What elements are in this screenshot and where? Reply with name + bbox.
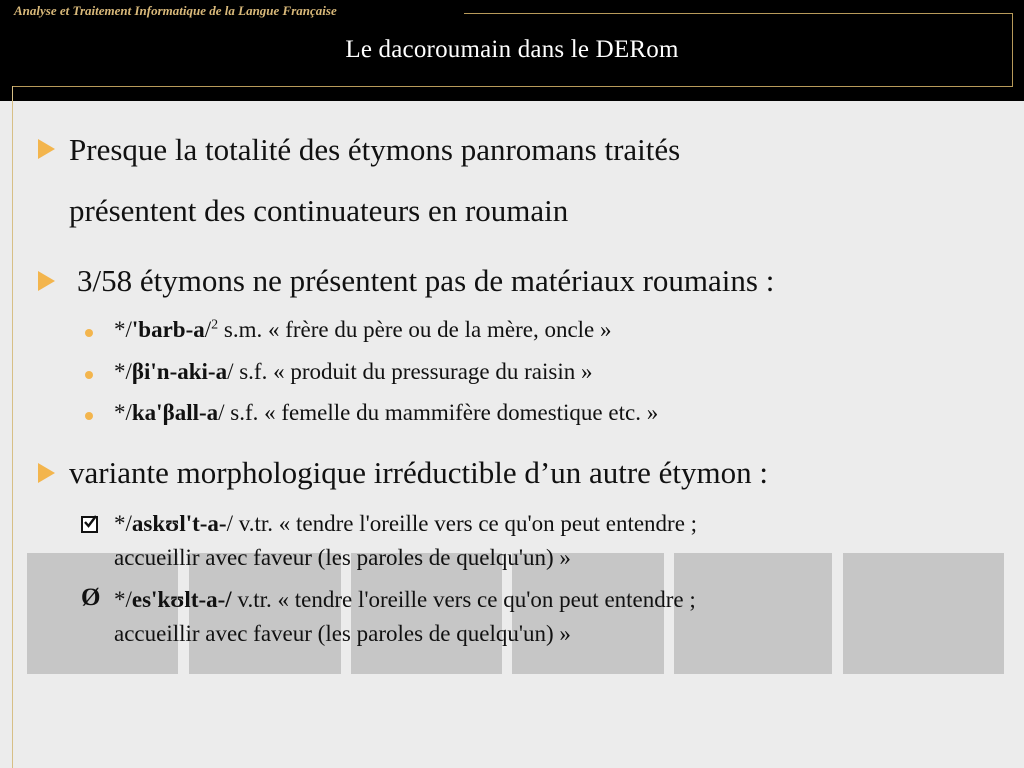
definition: / s.f. « femelle du mammifère domestique etc. » (218, 400, 659, 425)
sub-bullet-dot-icon (85, 412, 93, 420)
variant-1-line-2: accueillir avec faveur (les paroles de quelqu'un) » (114, 545, 571, 570)
empty-set-marker: Ø (81, 584, 101, 611)
sub-bullet-dot-icon (85, 371, 93, 379)
bullet-1-line-1: Presque la totalité des étymons panromans traités (69, 132, 681, 167)
bullet-arrow-icon (38, 463, 55, 483)
slide-title: Le dacoroumain dans le DERom (345, 36, 679, 63)
etymon: βi'n-aki-a (131, 359, 228, 384)
etymon: es'kʊlt-a-/ (131, 587, 232, 612)
sub-item-prefix: */ (114, 359, 132, 384)
brand-text: Analyse et Traitement Informatique de la Langue Française (14, 3, 337, 18)
sub-item-1 (114, 317, 612, 343)
sub-item-3 (114, 400, 658, 426)
definition: / s.f. « produit du pressurage du raisin » (227, 359, 593, 384)
homonym-number: 2 (211, 317, 219, 333)
checkbox-checked-icon (81, 516, 98, 533)
sub-item-slash: / (204, 317, 212, 342)
sub-item-2 (114, 359, 592, 385)
etymon: askʊl't-a- (131, 511, 227, 536)
variant-prefix: */ (114, 511, 132, 536)
bullet-3-text: variante morphologique irréductible d’un autre étymon : (69, 455, 768, 490)
variant-2-line-2: accueillir avec faveur (les paroles de quelqu'un) » (114, 621, 571, 646)
bullet-2-text: 3/58 étymons ne présentent pas de matériaux roumains : (77, 263, 775, 298)
variant-1-line-1 (114, 511, 697, 537)
bullet-1-line-2: présentent des continuateurs en roumain (69, 193, 569, 228)
sub-bullet-dot-icon (85, 329, 93, 337)
variant-2-line-1 (114, 587, 696, 613)
definition: / v.tr. « tendre l'oreille vers ce qu'on peut entendre ; (226, 511, 698, 536)
sub-item-prefix: */ (114, 317, 132, 342)
etymon: ka'βall-a (131, 400, 219, 425)
bullet-arrow-icon (38, 271, 55, 291)
definition: v.tr. « tendre l'oreille vers ce qu'on peut entendre ; (231, 587, 696, 612)
sub-item-prefix: */ (114, 400, 132, 425)
variant-prefix: */ (114, 587, 132, 612)
checkmark-icon (82, 514, 98, 530)
etymon: 'barb-a (131, 317, 205, 342)
definition: s.m. « frère du père ou de la mère, oncle » (218, 317, 612, 342)
bullet-arrow-icon (38, 139, 55, 159)
